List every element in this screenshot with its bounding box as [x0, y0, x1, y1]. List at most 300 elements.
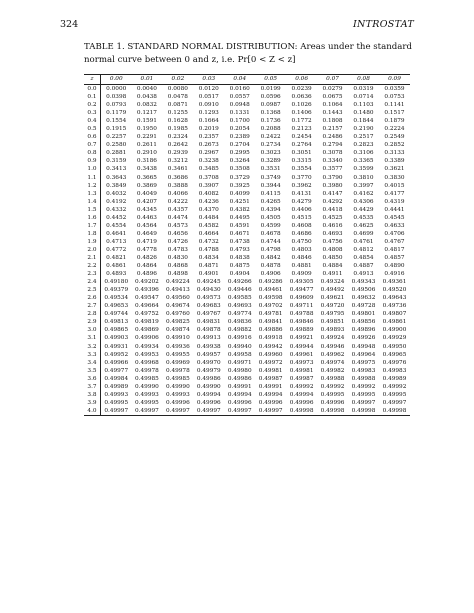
z-value-cell: 1.1 — [84, 174, 101, 182]
area-cell: 0.3749 — [260, 174, 281, 181]
column-header: 0.09 — [388, 76, 401, 83]
area-cell: 0.49856 — [351, 319, 376, 326]
area-cell: 0.2967 — [198, 150, 219, 157]
table-row — [84, 286, 410, 294]
area-cell: 0.49224 — [165, 279, 190, 286]
area-cell: 0.4608 — [291, 222, 312, 229]
area-cell: 0.4545 — [384, 214, 405, 221]
area-cell: 0.2517 — [353, 134, 374, 141]
area-cell: 0.49795 — [320, 311, 345, 318]
area-cell: 0.4887 — [353, 263, 374, 270]
area-cell: 0.2910 — [136, 150, 157, 157]
z-value-cell: 1.7 — [84, 222, 101, 230]
area-cell: 0.49981 — [258, 367, 283, 374]
area-cell: 0.3106 — [353, 150, 374, 157]
area-cell: 0.49942 — [258, 343, 283, 350]
area-cell: 0.4564 — [136, 222, 157, 229]
area-cell: 0.49889 — [289, 327, 314, 334]
area-cell: 0.49990 — [165, 383, 190, 390]
area-cell: 0.49819 — [135, 319, 159, 326]
area-cell: 0.49974 — [320, 359, 345, 366]
area-cell: 0.49993 — [135, 391, 159, 398]
area-cell: 0.49813 — [104, 319, 129, 326]
area-cell: 0.49886 — [258, 327, 283, 334]
area-cell: 0.49846 — [289, 319, 314, 326]
area-cell: 0.49986 — [227, 375, 252, 382]
area-cell: 0.0319 — [353, 86, 374, 92]
area-cell: 0.49996 — [289, 399, 314, 406]
area-cell: 0.4495 — [229, 214, 250, 221]
area-cell: 0.4066 — [167, 190, 188, 197]
area-cell: 0.1480 — [353, 110, 374, 117]
area-cell: 0.4854 — [353, 254, 374, 261]
table-row — [84, 343, 410, 351]
area-cell: 0.2123 — [291, 126, 312, 133]
area-cell: 0.49781 — [258, 311, 283, 318]
area-cell: 0.49996 — [165, 399, 190, 406]
table-row — [84, 359, 410, 367]
area-cell: 0.49674 — [165, 303, 190, 310]
area-cell: 0.49560 — [165, 295, 190, 302]
area-cell: 0.4911 — [322, 271, 343, 278]
area-cell: 0.4625 — [353, 222, 374, 229]
area-cell: 0.4719 — [136, 238, 157, 245]
area-cell: 0.3962 — [291, 182, 312, 189]
area-cell: 0.4535 — [353, 214, 374, 221]
area-cell: 0.3133 — [384, 150, 405, 157]
area-cell: 0.3159 — [106, 158, 127, 165]
column-header: 0.04 — [233, 76, 247, 83]
area-cell: 0.49720 — [320, 303, 345, 310]
area-cell: 0.4913 — [353, 271, 374, 278]
area-cell: 0.4452 — [106, 214, 127, 221]
area-cell: 0.4850 — [322, 254, 343, 261]
area-cell: 0.3577 — [322, 166, 343, 173]
area-cell: 0.4418 — [322, 206, 343, 213]
table-row — [84, 101, 410, 109]
z-value-cell: 3.3 — [84, 351, 101, 359]
area-cell: 0.3665 — [136, 174, 157, 181]
area-cell: 0.4616 — [322, 222, 343, 229]
area-cell: 0.4515 — [291, 214, 312, 221]
area-cell: 0.49936 — [165, 343, 190, 350]
area-cell: 0.49286 — [258, 279, 283, 286]
area-cell: 0.4761 — [353, 238, 374, 245]
area-cell: 0.4871 — [198, 263, 219, 270]
z-value-cell: 2.3 — [84, 270, 101, 278]
area-cell: 0.49752 — [135, 311, 159, 318]
area-cell: 0.49971 — [227, 359, 252, 366]
table-row — [84, 157, 410, 165]
area-cell: 0.4251 — [229, 198, 250, 205]
table-row — [84, 141, 410, 149]
area-cell: 0.4783 — [167, 246, 188, 253]
area-cell: 0.4484 — [198, 214, 219, 221]
area-cell: 0.49997 — [227, 407, 252, 414]
area-cell: 0.4573 — [167, 222, 188, 229]
area-cell: 0.49869 — [135, 327, 159, 334]
area-cell: 0.1064 — [322, 102, 343, 109]
area-cell: 0.0398 — [106, 94, 127, 101]
area-cell: 0.49995 — [104, 399, 129, 406]
area-cell: 0.0987 — [260, 102, 281, 109]
area-cell: 0.2852 — [384, 142, 405, 149]
area-cell: 0.3643 — [106, 174, 127, 181]
table-row — [84, 391, 410, 399]
table-row — [84, 198, 410, 206]
table-row — [84, 214, 410, 222]
area-cell: 0.49970 — [196, 359, 221, 366]
area-cell: 0.49998 — [382, 407, 407, 414]
area-cell: 0.3186 — [136, 158, 157, 165]
area-cell: 0.49952 — [104, 351, 129, 358]
area-cell: 0.3264 — [229, 158, 250, 165]
table-row — [84, 407, 410, 416]
header-row — [84, 75, 410, 85]
area-cell: 0.49969 — [165, 359, 190, 366]
area-cell: 0.4049 — [136, 190, 157, 197]
area-cell: 0.4279 — [291, 198, 312, 205]
area-cell: 0.49997 — [351, 399, 376, 406]
area-cell: 0.1517 — [384, 110, 405, 117]
area-cell: 0.1950 — [136, 126, 157, 133]
area-cell: 0.1255 — [167, 110, 188, 117]
area-cell: 0.49361 — [382, 279, 407, 286]
column-header: 0.06 — [295, 76, 308, 83]
area-cell: 0.4633 — [384, 222, 405, 229]
area-cell: 0.49995 — [351, 391, 376, 398]
area-cell: 0.4890 — [384, 263, 405, 270]
area-cell: 0.49984 — [104, 375, 129, 382]
area-cell: 0.4441 — [384, 206, 405, 213]
area-cell: 0.49964 — [351, 351, 376, 358]
area-cell: 0.49996 — [196, 399, 221, 406]
area-cell: 0.4115 — [260, 190, 281, 197]
area-cell: 0.49767 — [196, 311, 221, 318]
area-cell: 0.0239 — [291, 86, 312, 92]
area-cell: 0.4767 — [384, 238, 405, 245]
area-cell: 0.49948 — [351, 343, 376, 350]
area-cell: 0.49711 — [289, 303, 314, 310]
area-cell: 0.49653 — [104, 303, 129, 310]
area-cell: 0.2088 — [260, 126, 281, 133]
z-value-cell: 2.2 — [84, 262, 101, 270]
area-cell: 0.4884 — [322, 263, 343, 270]
area-cell: 0.1331 — [229, 110, 250, 117]
area-cell: 0.4406 — [291, 206, 312, 213]
column-header: 0.08 — [357, 76, 370, 83]
area-cell: 0.49996 — [227, 399, 252, 406]
area-cell: 0.49924 — [320, 335, 345, 342]
area-cell: 0.0478 — [167, 94, 188, 101]
area-cell: 0.4192 — [106, 198, 127, 205]
column-header-z: z — [84, 75, 101, 85]
z-value-cell: 0.4 — [84, 117, 101, 125]
area-cell: 0.1879 — [384, 118, 405, 125]
running-title: INTROSTAT — [352, 19, 414, 30]
area-cell: 0.49343 — [351, 279, 376, 286]
area-cell: 0.49988 — [351, 375, 376, 382]
area-cell: 0.4671 — [229, 230, 250, 237]
column-header: 0.00 — [109, 76, 123, 83]
area-cell: 0.1443 — [322, 110, 343, 117]
area-cell: 0.49957 — [196, 351, 221, 358]
area-cell: 0.4345 — [136, 206, 157, 213]
area-cell: 0.49997 — [165, 407, 190, 414]
area-cell: 0.4817 — [384, 246, 405, 253]
area-cell: 0.49975 — [351, 359, 376, 366]
area-cell: 0.4812 — [353, 246, 374, 253]
area-cell: 0.1026 — [291, 102, 312, 109]
area-cell: 0.2611 — [136, 142, 157, 149]
z-value-cell: 1.9 — [84, 238, 101, 246]
area-cell: 0.3980 — [322, 182, 343, 189]
area-cell: 0.49931 — [104, 343, 129, 350]
area-cell: 0.4788 — [198, 246, 219, 253]
area-cell: 0.2454 — [291, 134, 312, 141]
z-value-cell: 3.5 — [84, 367, 101, 375]
area-cell: 0.49918 — [258, 335, 283, 342]
area-cell: 0.4394 — [260, 206, 281, 213]
area-cell: 0.2054 — [229, 126, 250, 133]
area-cell: 0.3599 — [353, 166, 374, 173]
area-cell: 0.0279 — [322, 86, 343, 92]
area-cell: 0.4222 — [167, 198, 188, 205]
area-cell: 0.4901 — [198, 271, 219, 278]
area-cell: 0.4656 — [167, 230, 188, 237]
area-cell: 0.49946 — [320, 343, 345, 350]
area-cell: 0.49982 — [320, 367, 345, 374]
area-cell: 0.49993 — [104, 391, 129, 398]
area-cell: 0.49664 — [135, 303, 159, 310]
area-cell: 0.3708 — [198, 174, 219, 181]
area-cell: 0.49534 — [104, 295, 129, 302]
area-cell: 0.1293 — [198, 110, 219, 117]
z-value-cell: 3.0 — [84, 326, 101, 334]
area-cell: 0.2389 — [229, 134, 250, 141]
area-cell: 0.1700 — [229, 118, 250, 125]
area-cell: 0.49994 — [258, 391, 283, 398]
area-cell: 0.0438 — [136, 94, 157, 101]
area-cell: 0.2157 — [322, 126, 343, 133]
area-cell: 0.49585 — [227, 295, 252, 302]
area-cell: 0.3790 — [322, 174, 343, 181]
area-cell: 0.4906 — [260, 271, 281, 278]
area-cell: 0.49991 — [258, 383, 283, 390]
area-cell: 0.4147 — [322, 190, 343, 197]
z-value-cell: 1.4 — [84, 198, 101, 206]
area-cell: 0.49985 — [165, 375, 190, 382]
area-cell: 0.49609 — [289, 295, 314, 302]
area-cell: 0.1554 — [106, 118, 127, 125]
area-cell: 0.3023 — [260, 150, 281, 157]
area-cell: 0.49983 — [382, 367, 407, 374]
area-cell: 0.3531 — [260, 166, 281, 173]
area-cell: 0.49940 — [227, 343, 252, 350]
area-cell: 0.4082 — [198, 190, 219, 197]
area-cell: 0.0040 — [136, 86, 157, 92]
area-cell: 0.49547 — [135, 295, 159, 302]
area-cell: 0.4319 — [384, 198, 405, 205]
area-cell: 0.3925 — [229, 182, 250, 189]
area-cell: 0.4015 — [384, 182, 405, 189]
area-cell: 0.49903 — [104, 335, 129, 342]
table-row — [84, 254, 410, 262]
area-cell: 0.49266 — [227, 279, 252, 286]
area-cell: 0.49413 — [165, 287, 190, 294]
area-cell: 0.2190 — [353, 126, 374, 133]
area-cell: 0.49874 — [165, 327, 190, 334]
area-cell: 0.4826 — [136, 254, 157, 261]
area-cell: 0.0714 — [353, 94, 374, 101]
area-cell: 0.49807 — [382, 311, 407, 318]
area-cell: 0.49906 — [135, 335, 159, 342]
area-cell: 0.4357 — [167, 206, 188, 213]
area-cell: 0.3315 — [291, 158, 312, 165]
area-cell: 0.49693 — [227, 303, 252, 310]
z-value-cell: 2.4 — [84, 278, 101, 286]
area-cell: 0.49987 — [289, 375, 314, 382]
area-cell: 0.0832 — [136, 102, 157, 109]
running-header — [60, 19, 414, 33]
area-cell: 0.2580 — [106, 142, 127, 149]
area-cell: 0.2486 — [322, 134, 343, 141]
z-value-cell: 3.1 — [84, 334, 101, 342]
area-cell: 0.49477 — [289, 287, 314, 294]
area-cell: 0.49995 — [135, 399, 159, 406]
area-cell: 0.4881 — [291, 263, 312, 270]
area-cell: 0.49324 — [320, 279, 345, 286]
area-cell: 0.49446 — [227, 287, 252, 294]
area-cell: 0.0596 — [260, 94, 281, 101]
area-cell: 0.49379 — [104, 287, 129, 294]
table-row — [84, 109, 410, 117]
area-cell: 0.4808 — [322, 246, 343, 253]
area-cell: 0.3051 — [291, 150, 312, 157]
table-row — [84, 262, 410, 270]
area-cell: 0.49865 — [104, 327, 129, 334]
area-cell: 0.4664 — [198, 230, 219, 237]
area-cell: 0.49968 — [135, 359, 159, 366]
area-cell: 0.4554 — [106, 222, 127, 229]
table-row — [84, 302, 410, 310]
area-cell: 0.49929 — [382, 335, 407, 342]
area-cell: 0.2549 — [384, 134, 405, 141]
column-header: 0.05 — [264, 76, 278, 83]
area-cell: 0.4525 — [322, 214, 343, 221]
area-cell: 0.49955 — [165, 351, 190, 358]
area-cell: 0.4909 — [291, 271, 312, 278]
area-cell: 0.3238 — [198, 158, 219, 165]
area-cell: 0.3997 — [353, 182, 374, 189]
area-cell: 0.2764 — [291, 142, 312, 149]
area-cell: 0.0675 — [322, 94, 343, 101]
area-cell: 0.3461 — [167, 166, 188, 173]
z-value-cell: 1.3 — [84, 190, 101, 198]
area-cell: 0.4099 — [229, 190, 250, 197]
table-row — [84, 85, 410, 94]
z-value-cell: 3.4 — [84, 359, 101, 367]
area-cell: 0.49861 — [382, 319, 407, 326]
area-cell: 0.49520 — [382, 287, 407, 294]
z-value-cell: 1.6 — [84, 214, 101, 222]
table-row — [84, 246, 410, 254]
area-cell: 0.1103 — [353, 102, 374, 109]
area-cell: 0.49744 — [104, 311, 129, 318]
area-cell: 0.3413 — [106, 166, 127, 173]
area-cell: 0.0359 — [384, 86, 405, 92]
area-cell: 0.49573 — [196, 295, 221, 302]
table-row — [84, 149, 410, 157]
area-cell: 0.49921 — [289, 335, 314, 342]
area-cell: 0.49990 — [196, 383, 221, 390]
area-cell: 0.49976 — [382, 359, 407, 366]
area-cell: 0.1179 — [106, 110, 127, 117]
area-cell: 0.4878 — [260, 263, 281, 270]
area-cell: 0.4678 — [260, 230, 281, 237]
area-cell: 0.3554 — [291, 166, 312, 173]
area-cell: 0.0636 — [291, 94, 312, 101]
z-value-cell: 3.7 — [84, 383, 101, 391]
area-cell: 0.2019 — [198, 126, 219, 133]
area-cell: 0.4750 — [291, 238, 312, 245]
area-cell: 0.1628 — [167, 118, 188, 125]
table-row — [84, 133, 410, 141]
table-row — [84, 310, 410, 318]
area-cell: 0.49430 — [196, 287, 221, 294]
area-cell: 0.49913 — [196, 335, 221, 342]
area-cell: 0.49910 — [165, 335, 190, 342]
area-cell: 0.2995 — [229, 150, 250, 157]
area-cell: 0.0948 — [229, 102, 250, 109]
area-cell: 0.49987 — [258, 375, 283, 382]
area-cell: 0.49994 — [227, 391, 252, 398]
table-row — [84, 174, 410, 182]
area-cell: 0.49683 — [196, 303, 221, 310]
table-row — [84, 125, 410, 133]
area-cell: 0.0557 — [229, 94, 250, 101]
area-cell: 0.4131 — [291, 190, 312, 197]
area-cell: 0.4861 — [106, 263, 127, 270]
area-cell: 0.4744 — [260, 238, 281, 245]
area-cell: 0.2224 — [384, 126, 405, 133]
area-cell: 0.4599 — [260, 222, 281, 229]
area-cell: 0.4582 — [198, 222, 219, 229]
area-cell: 0.49997 — [258, 407, 283, 414]
area-cell: 0.0753 — [384, 94, 405, 101]
area-cell: 0.49986 — [196, 375, 221, 382]
area-cell: 0.49994 — [196, 391, 221, 398]
area-cell: 0.49882 — [227, 327, 252, 334]
table-row — [84, 318, 410, 326]
z-value-cell: 1.0 — [84, 165, 101, 173]
area-cell: 0.1808 — [322, 118, 343, 125]
table-row — [84, 93, 410, 101]
z-value-cell: 3.8 — [84, 391, 101, 399]
area-cell: 0.49788 — [289, 311, 314, 318]
area-cell: 0.2673 — [198, 142, 219, 149]
area-cell: 0.49983 — [351, 367, 376, 374]
area-cell: 0.49995 — [382, 391, 407, 398]
area-cell: 0.3686 — [167, 174, 188, 181]
area-cell: 0.1141 — [384, 102, 405, 109]
area-cell: 0.3944 — [260, 182, 281, 189]
area-cell: 0.49632 — [351, 295, 376, 302]
area-cell: 0.4732 — [198, 238, 219, 245]
table-row — [84, 399, 410, 407]
table-row — [84, 334, 410, 342]
area-cell: 0.49997 — [135, 407, 159, 414]
